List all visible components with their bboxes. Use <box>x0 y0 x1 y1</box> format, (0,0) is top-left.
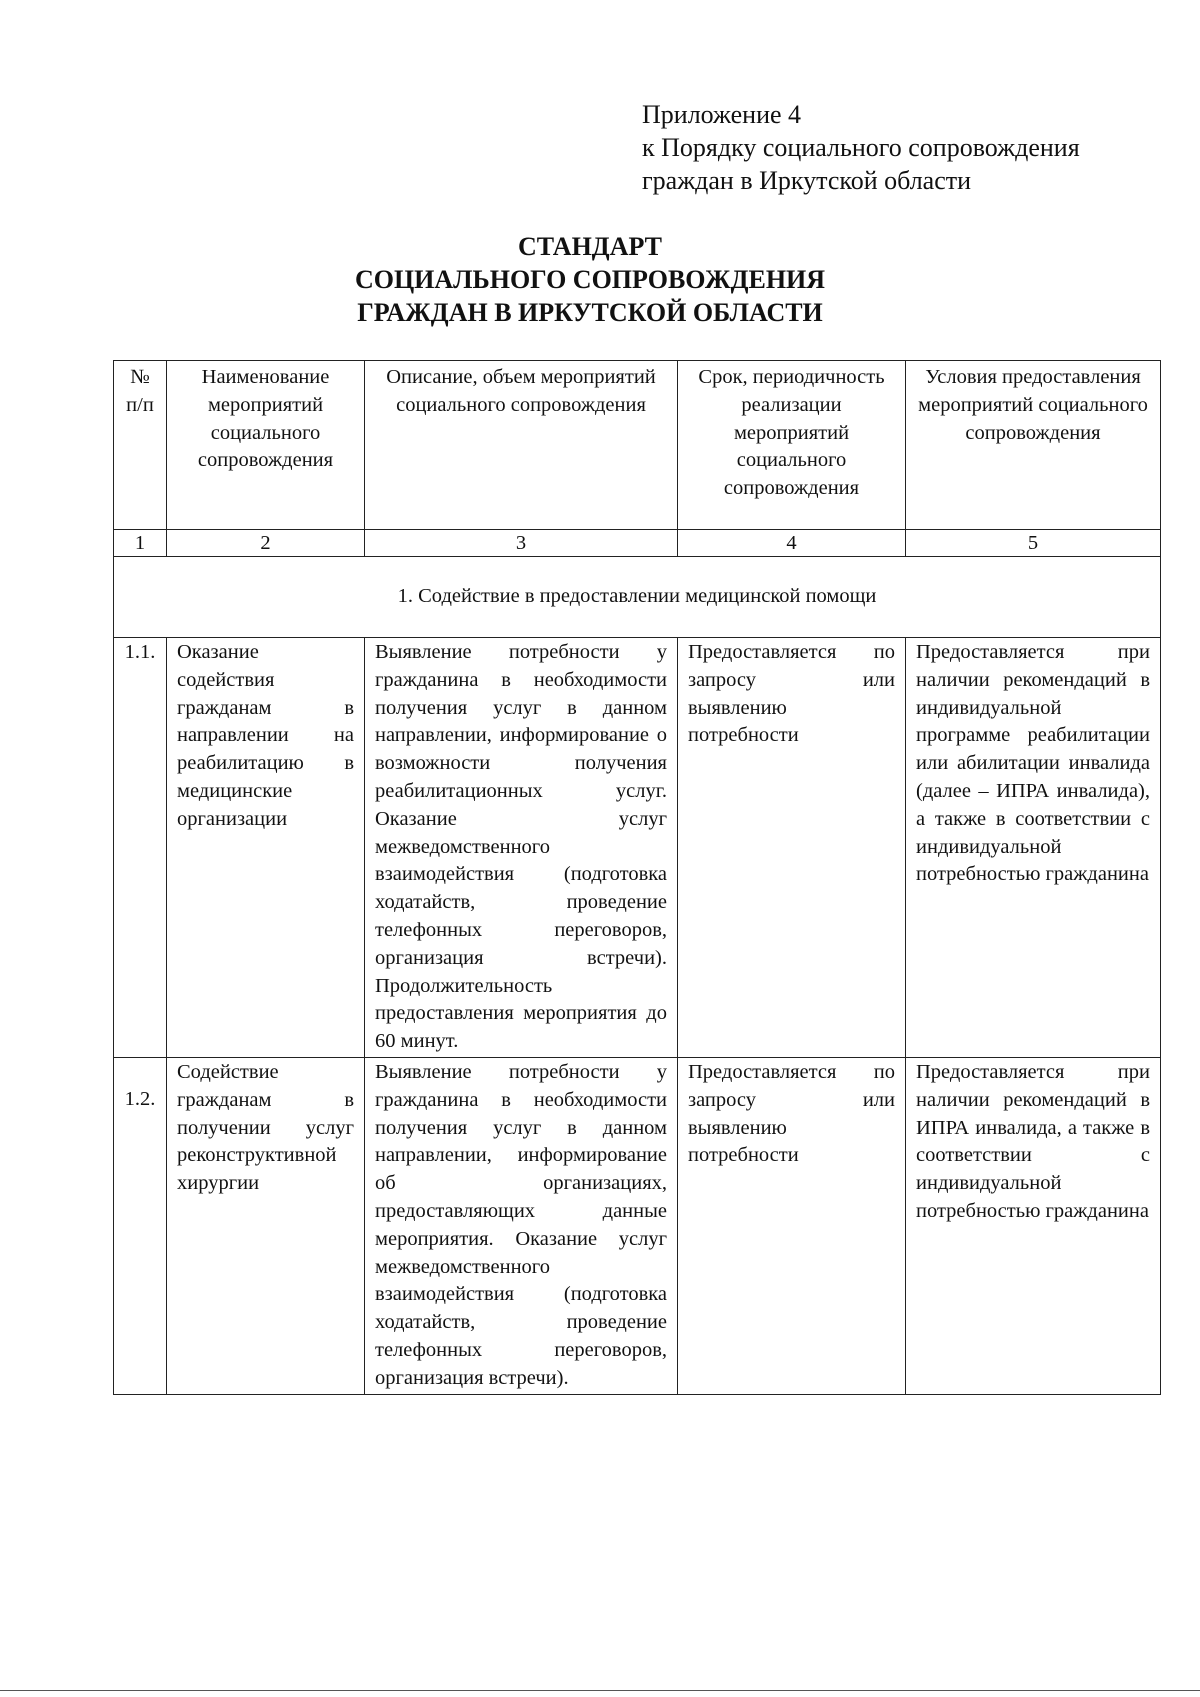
header-number: № п/п <box>114 361 167 530</box>
column-number: 4 <box>678 530 906 557</box>
header-row <box>114 361 1161 530</box>
column-number-row <box>114 530 1161 557</box>
row-number: 1.1. <box>114 638 167 1058</box>
row-conditions: Предоставляется при наличии рекомендаций в индивидуальной программе реабилитации или абилитации инвалида (далее – ИПРА инвалида), а также в соответствии с индивидуальной потребностью гражданина <box>906 638 1161 1058</box>
page-bottom-rule <box>0 1690 1200 1691</box>
table-row <box>114 638 1161 1058</box>
column-number: 1 <box>114 530 167 557</box>
section-row <box>114 557 1161 638</box>
header-description: Описание, объем мероприятий социального сопровождения <box>365 361 678 530</box>
appendix-line-2: к Порядку социального сопровождения <box>642 133 1080 162</box>
document-title <box>0 230 1180 329</box>
appendix-line-1: Приложение 4 <box>642 100 802 129</box>
table-row <box>114 1057 1161 1394</box>
title-line-2: СОЦИАЛЬНОГО СОПРОВОЖДЕНИЯ <box>354 265 826 294</box>
header-name: Наименование мероприятий социального сопровождения <box>167 361 365 530</box>
row-number: 1.2. <box>114 1057 167 1394</box>
row-description: Выявление потребности у гражданина в необходимости получения услуг в данном направлении, информирование о возможности получения реабилитационных услуг. Оказание услуг межведомственного взаимодействия (подготовка ходатайств, проведение телефонных переговоров, организация встречи). Продолжительность предоставления мероприятия до 60 минут. <box>365 638 678 1058</box>
row-period: Предоставляется по запросу или выявлению потребности <box>678 1057 906 1394</box>
column-number: 5 <box>906 530 1161 557</box>
header-period: Срок, периодичность реализации мероприятий социального сопровождения <box>678 361 906 530</box>
column-number: 3 <box>365 530 678 557</box>
standard-table <box>113 360 1161 1395</box>
title-line-1: СТАНДАРТ <box>517 232 663 261</box>
row-period: Предоставляется по запросу или выявлению потребности <box>678 638 906 1058</box>
row-description: Выявление потребности у гражданина в необходимости получения услуг в данном направлении, информирование об организациях, предоставляющих данные мероприятия. Оказание услуг межведомственного взаимодействия (подготовка ходатайств, проведение телефонных переговоров, организация встречи). <box>365 1057 678 1394</box>
header-conditions: Условия предоставления мероприятий социального сопровождения <box>906 361 1161 530</box>
title-line-3: ГРАЖДАН В ИРКУТСКОЙ ОБЛАСТИ <box>357 298 823 327</box>
row-name: Оказание содействия гражданам в направлении на реабилитацию в медицинские организации <box>167 638 365 1058</box>
appendix-line-3: граждан в Иркутской области <box>642 166 972 195</box>
row-name: Содействие гражданам в получении услуг реконструктивной хирургии <box>167 1057 365 1394</box>
appendix-reference <box>642 98 1080 197</box>
row-conditions: Предоставляется при наличии рекомендаций в ИПРА инвалида, а также в соответствии с индивидуальной потребностью гражданина <box>906 1057 1161 1394</box>
column-number: 2 <box>167 530 365 557</box>
section-title: 1. Содействие в предоставлении медицинской помощи <box>114 557 1161 638</box>
